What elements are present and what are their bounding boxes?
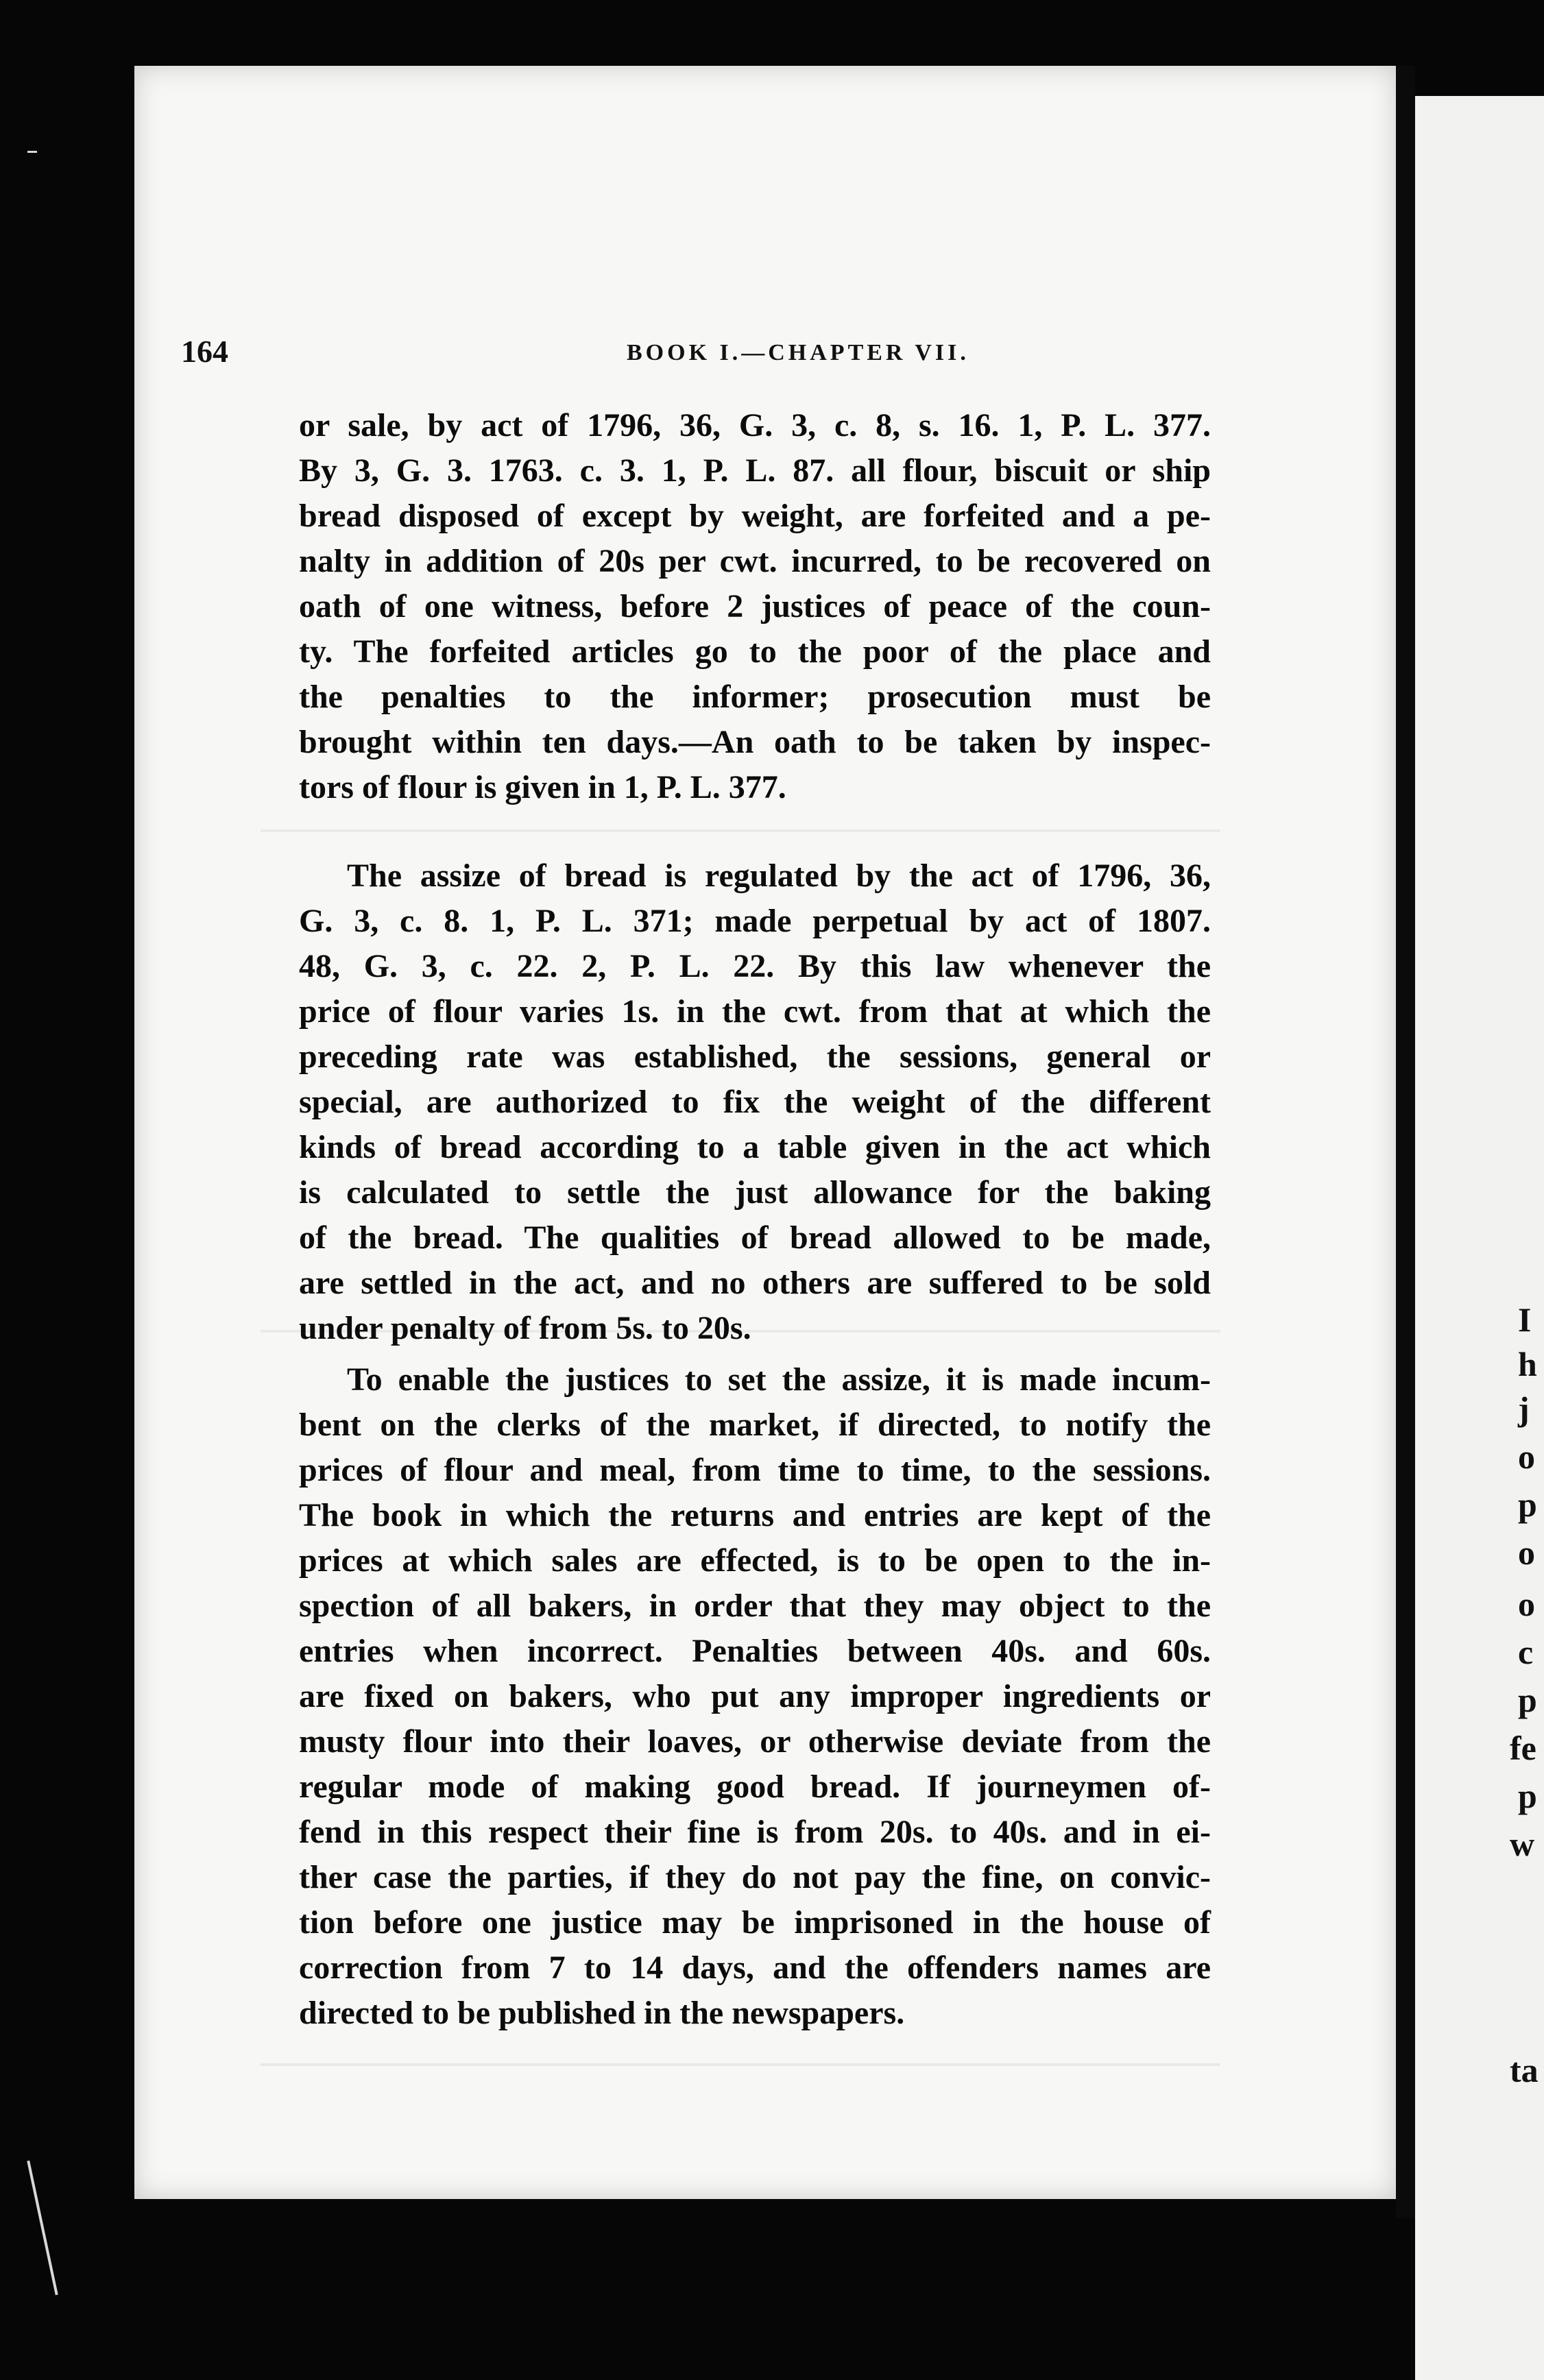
bleed-through [261,2063,1220,2066]
text-line: brought within ten days.—An oath to be taken by inspec- [299,724,1211,760]
running-head [181,333,1223,374]
paragraph-2 [299,853,1211,1351]
scan-speck [27,151,37,153]
text-line: spection of all bakers, in order that they may object to the [299,1588,1211,1624]
bleed-through [261,829,1220,832]
text-line: preceding rate was established, the sessions, general or [299,1039,1211,1075]
facing-fragment: o [1518,1437,1535,1476]
text-line: By 3, G. 3. 1763. c. 3. 1, P. L. 87. all flour, biscuit or ship [299,452,1211,489]
text-line: prices at which sales are effected, is to be open to the in- [299,1542,1211,1579]
text-line: bread disposed of except by weight, are forfeited and a pe- [299,498,1211,534]
text-line: is calculated to settle the just allowance for the baking [299,1174,1211,1211]
facing-fragment: p [1518,1777,1537,1815]
text-line: are settled in the act, and no others are suffered to be sold [299,1265,1211,1301]
page-number: 164 [181,334,228,369]
text-line: special, are authorized to fix the weight of the different [299,1084,1211,1120]
text-line: price of flour varies 1s. in the cwt. from that at which the [299,993,1211,1030]
text-line: prices of flour and meal, from time to time, to the sessions. [299,1452,1211,1488]
facing-fragment: o [1518,1585,1535,1623]
text-line: ty. The forfeited articles go to the poor of the place and [299,633,1211,670]
facing-fragment: j [1518,1389,1530,1428]
text-line: G. 3, c. 8. 1, P. L. 371; made perpetual by act of 1807. [299,903,1211,939]
facing-fragment: p [1518,1485,1537,1524]
paragraph-3 [299,1357,1211,2036]
facing-fragment: c [1518,1633,1534,1671]
text-line: correction from 7 to 14 days, and the offenders names are [299,1950,1211,1986]
text-line: fend in this respect their fine is from 20s. to 40s. and in ei- [299,1814,1211,1850]
facing-fragment: fe [1510,1729,1536,1767]
facing-fragment: I [1518,1300,1532,1339]
running-title: BOOK I.—CHAPTER VII. [627,340,969,365]
text-line: The assize of bread is regulated by the act of 1796, 36, [347,858,1211,894]
text-line: ther case the parties, if they do not pay the fine, on convic- [299,1859,1211,1895]
text-line: regular mode of making good bread. If journeymen of- [299,1769,1211,1805]
facing-fragment: o [1518,1533,1535,1572]
text-line: the penalties to the informer; prosecution must be [299,679,1211,715]
text-line: directed to be published in the newspapers. [299,1995,905,2031]
text-line: 48, G. 3, c. 22. 2, P. L. 22. By this law whenever the [299,948,1211,984]
facing-fragment: ta [1510,2051,1539,2089]
text-line: The book in which the returns and entries are kept of the [299,1497,1211,1533]
text-line: are fixed on bakers, who put any improper ingredients or [299,1678,1211,1714]
page-gutter [1396,66,1415,2218]
text-line: or sale, by act of 1796, 36, G. 3, c. 8, s. 16. 1, P. L. 377. [299,407,1211,444]
paragraph-1 [299,403,1211,810]
facing-page [1415,96,1544,2380]
facing-fragment: w [1510,1825,1535,1863]
facing-fragment: h [1518,1345,1537,1383]
text-line: To enable the justices to set the assize, it is made incum- [347,1361,1211,1398]
text-line: kinds of bread according to a table given in the act which [299,1129,1211,1165]
text-line: tors of flour is given in 1, P. L. 377. [299,769,786,805]
text-line: musty flour into their loaves, or otherwise deviate from the [299,1723,1211,1760]
text-line: tion before one justice may be imprisoned in the house of [299,1904,1211,1941]
text-line: oath of one witness, before 2 justices of peace of the coun- [299,588,1211,624]
text-line: nalty in addition of 20s per cwt. incurred, to be recovered on [299,543,1211,579]
facing-fragment: p [1518,1681,1537,1719]
text-line: under penalty of from 5s. to 20s. [299,1310,751,1346]
text-line: bent on the clerks of the market, if directed, to notify the [299,1407,1211,1443]
text-line: of the bread. The qualities of bread allowed to be made, [299,1219,1211,1256]
text-line: entries when incorrect. Penalties between 40s. and 60s. [299,1633,1211,1669]
